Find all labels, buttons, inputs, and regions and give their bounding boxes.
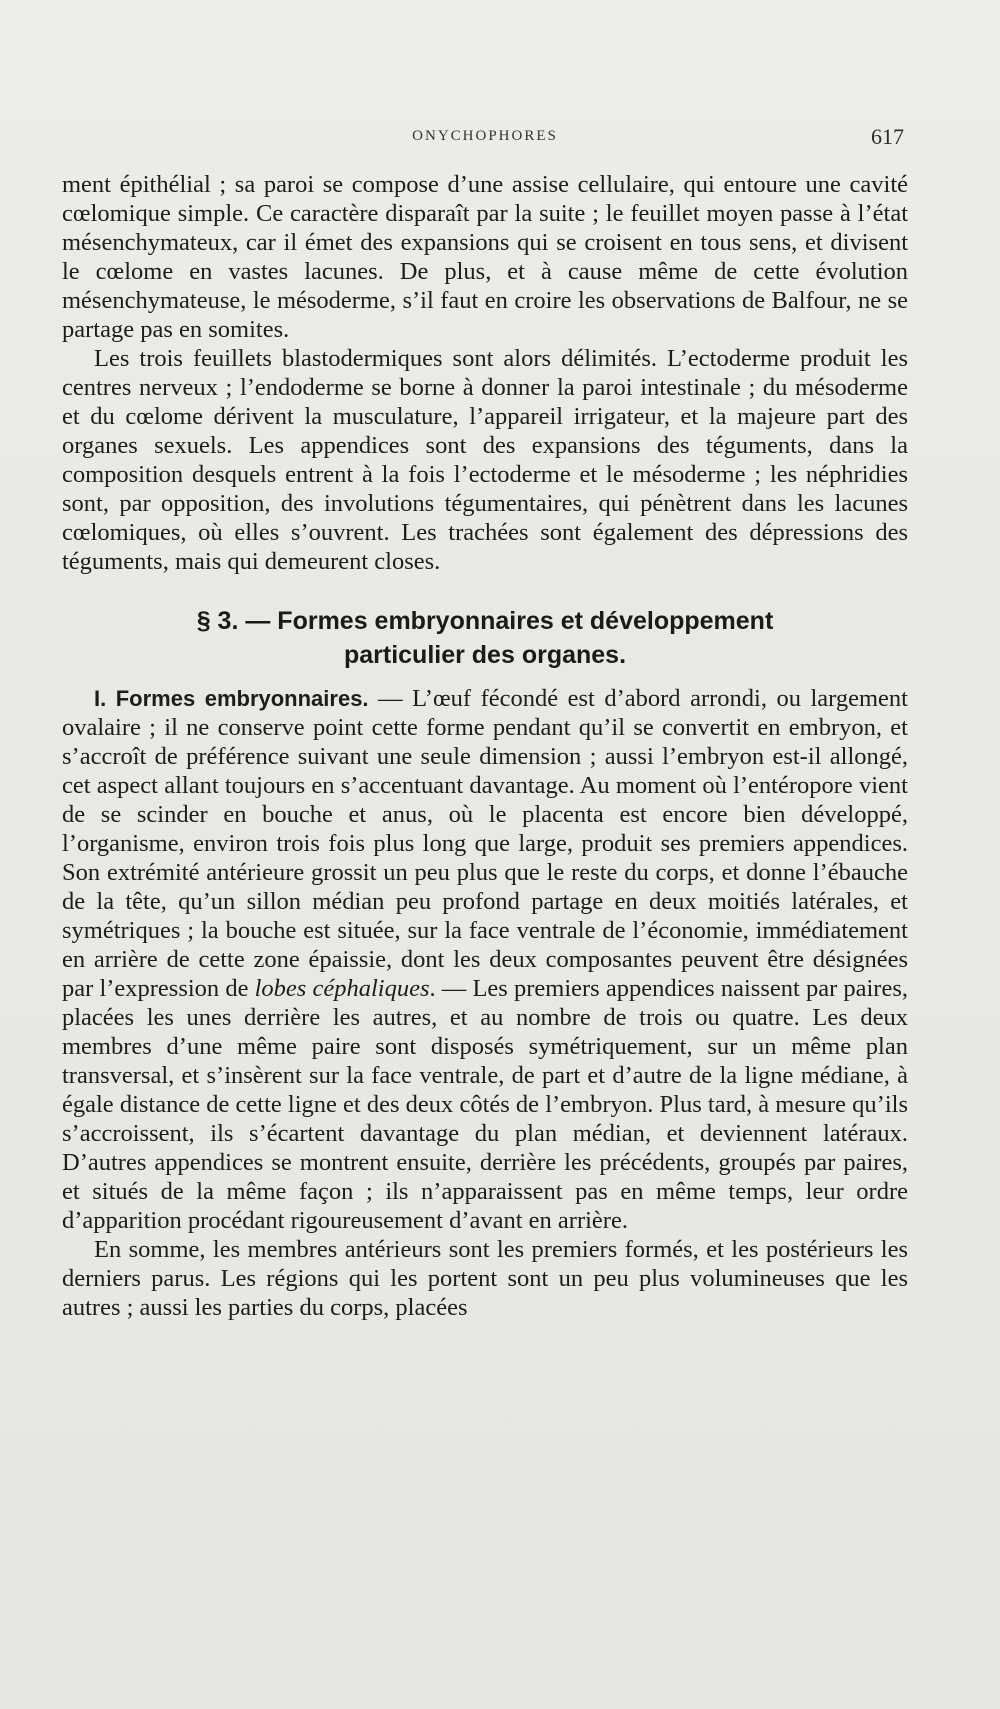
section-heading-line-2: particulier des organes. <box>343 641 627 669</box>
paragraph-1: ment épithélial ; sa paroi se compose d’une assise cellulaire, qui entoure une cavité cœlomique simple. Ce caractère disparaît par la suite ; le feuillet moyen passe à l’état mésenchymateux, car il émet des expansions qui se croisent en tous sens, et divisent le cœlome en vastes lacunes. De plus, et à cause même de cette évolution mésenchymateuse, le mésoderme, s’il faut en croire les observations de Balfour, ne se partage pas en somites. <box>62 171 908 343</box>
paragraph-3 <box>62 684 908 1235</box>
paragraph-4: En somme, les membres antérieurs sont les premiers formés, et les postérieurs les derniers parus. Les régions qui les portent sont un peu plus volumineuses que les autres ; aussi les parties du corps, placées <box>62 1236 908 1321</box>
page-number: 617 <box>871 124 904 149</box>
paragraph-3-text-b: . — Les premiers appendices naissent par paires, placées les unes derrière les autres, et au nombre de trois ou quatre. Les deux membres d’une même paire sont disposés symétriquement, sur un même plan transversal, et s’insèrent sur la face ventrale, de part et d’autre de la ligne médiane, à égale distance de cette ligne et des deux côtés de l’embryon. Plus tard, à mesure qu’ils s’accroissent, ils s’écartent davantage du plan médian, et deviennent latéraux. D’autres appendices se montrent ensuite, derrière les précédents, groupés par paires, et situés de la même façon ; ils n’apparaissent pas en même temps, leur ordre d’apparition procédant rigoureusement d’avant en arrière. <box>62 975 909 1234</box>
book-page <box>62 118 908 1322</box>
section-heading <box>62 604 908 672</box>
section-heading-line-1: § 3. — Formes embryonnaires et développement <box>196 607 774 635</box>
subsection-heading: I. Formes embryonnaires. <box>94 686 369 711</box>
running-title: ONYCHOPHORES <box>412 128 558 144</box>
paragraph-2: Les trois feuillets blastodermiques sont alors délimités. L’ectoderme produit les centres nerveux ; l’endoderme se borne à donner la paroi intestinale ; du mésoderme et du cœlome dérivent la musculature, l’appareil irrigateur, et la majeure part des organes sexuels. Les appendices sont des expansions des téguments, dans la composition desquels entrent à la fois l’ectoderme et le mésoderme ; les néphridies sont, par opposition, des involutions tégumentaires, qui pénètrent dans les lacunes cœlomiques, où elles s’ouvrent. Les trachées sont également des dépressions des téguments, mais qui demeurent closes. <box>62 345 908 575</box>
paragraph-3-emphasis: lobes céphaliques <box>254 975 430 1002</box>
running-head <box>62 118 908 158</box>
paragraph-3-text-a: — L’œuf fécondé est d’abord arrondi, ou largement ovalaire ; il ne conserve point cette forme pendant qu’il se convertit en embryon, et s’accroît de préférence suivant une seule dimension ; aussi l’embryon est-il allongé, cet aspect allant toujours en s’accentuant davantage. Au moment où l’entéropore vient de se scinder en bouche et anus, où le placenta est encore bien développé, l’organisme, environ trois fois plus long que large, produit ses premiers appendices. Son extrémité antérieure grossit un peu plus que le reste du corps, et donne l’ébauche de la tête, qu’un sillon médian peu profond partage en deux moitiés latérales, et symétriques ; la bouche est située, sur la face ventrale de l’économie, immédiatement en arrière de cette zone épaissie, dont les deux composantes peuvent être désignées par l’expression de <box>62 685 908 1002</box>
